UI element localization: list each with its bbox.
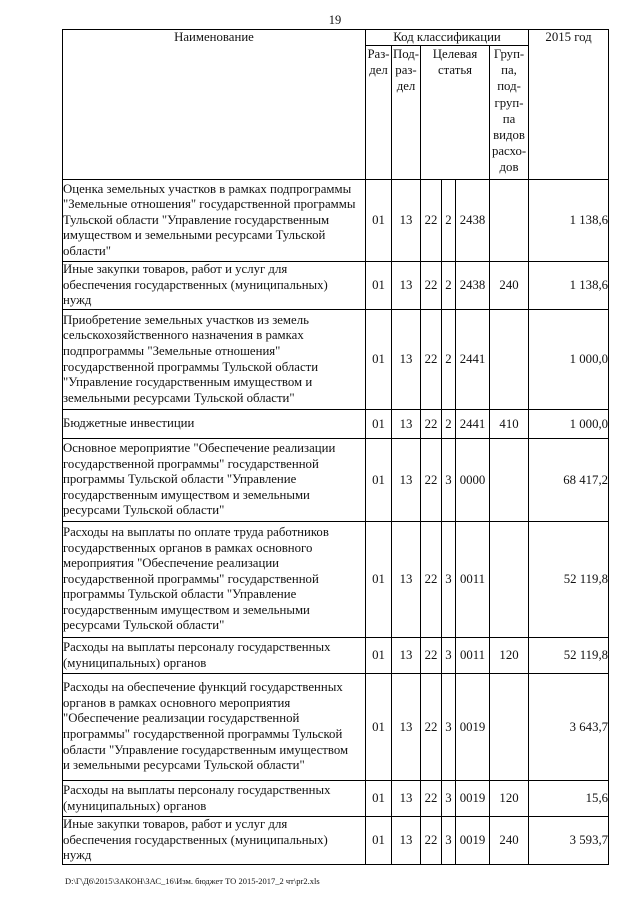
row-amount-2015: 1 138,6 <box>529 180 609 262</box>
row-subsection: 13 <box>392 522 421 638</box>
row-expense-type <box>490 310 529 410</box>
header-expense-group: Груп- па, под- груп- па видов расхо- дов <box>490 46 529 180</box>
row-target-subprogram: 2 <box>442 262 456 310</box>
row-name: Оценка земельных участков в рамках подпрограммы "Земельные отношения" государственной программы Тульской области "Управление государственным имуществом и земельными ресурсами Тульской области" <box>63 180 366 262</box>
row-subsection: 13 <box>392 674 421 781</box>
row-section: 01 <box>366 522 392 638</box>
row-target-program: 22 <box>421 522 442 638</box>
row-section: 01 <box>366 410 392 439</box>
row-target-subprogram: 3 <box>442 781 456 817</box>
page-number: 19 <box>328 13 342 27</box>
row-target-direction: 0019 <box>456 781 490 817</box>
row-target-program: 22 <box>421 817 442 865</box>
row-target-program: 22 <box>421 674 442 781</box>
row-target-direction: 0019 <box>456 674 490 781</box>
row-expense-type: 410 <box>490 410 529 439</box>
header-name: Наименование <box>63 30 366 180</box>
row-amount-2015: 15,6 <box>529 781 609 817</box>
row-subsection: 13 <box>392 439 421 522</box>
table-row <box>63 674 609 781</box>
row-expense-type: 240 <box>490 817 529 865</box>
row-name: Основное мероприятие "Обеспечение реализации государственной программы" государственной программы Тульской области "Управление государственным имуществом и земельными ресурсами Тульской области" <box>63 439 366 522</box>
row-target-subprogram: 3 <box>442 674 456 781</box>
row-subsection: 13 <box>392 310 421 410</box>
row-name: Иные закупки товаров, работ и услуг для обеспечения государственных (муниципальных) нужд <box>63 817 366 865</box>
row-name: Расходы на выплаты персоналу государственных (муниципальных) органов <box>63 781 366 817</box>
row-subsection: 13 <box>392 817 421 865</box>
table-row <box>63 817 609 865</box>
header-year: 2015 год <box>529 30 609 180</box>
row-target-direction: 2441 <box>456 310 490 410</box>
row-subsection: 13 <box>392 781 421 817</box>
row-target-subprogram: 2 <box>442 180 456 262</box>
budget-table <box>62 29 609 865</box>
footer-file-path: D:\Г\Д6\2015\ЗАКОН\ЗАС_16\Изм. бюджет ТО 2015-2017_2 чт\pr2.xls <box>65 876 320 886</box>
row-target-subprogram: 3 <box>442 522 456 638</box>
row-target-subprogram: 3 <box>442 439 456 522</box>
table-row <box>63 638 609 674</box>
row-expense-type <box>490 674 529 781</box>
row-amount-2015: 1 000,0 <box>529 310 609 410</box>
row-subsection: 13 <box>392 180 421 262</box>
row-target-program: 22 <box>421 781 442 817</box>
row-target-program: 22 <box>421 262 442 310</box>
row-target-program: 22 <box>421 410 442 439</box>
row-section: 01 <box>366 439 392 522</box>
table-row <box>63 522 609 638</box>
row-target-program: 22 <box>421 310 442 410</box>
table-header <box>63 30 609 180</box>
header-target-article: Целевая статья <box>421 46 490 180</box>
row-target-direction: 2438 <box>456 180 490 262</box>
table-row <box>63 439 609 522</box>
row-target-subprogram: 2 <box>442 410 456 439</box>
table-row <box>63 781 609 817</box>
row-subsection: 13 <box>392 638 421 674</box>
row-expense-type: 120 <box>490 638 529 674</box>
row-amount-2015: 3 643,7 <box>529 674 609 781</box>
row-name: Приобретение земельных участков из земель сельскохозяйственного назначения в рамках подпрограммы "Земельные отношения" государственной программы Тульской области "Управление государственным имуществом и земельными ресурсами Тульской области" <box>63 310 366 410</box>
row-section: 01 <box>366 638 392 674</box>
row-target-subprogram: 3 <box>442 638 456 674</box>
row-expense-type: 120 <box>490 781 529 817</box>
header-section: Раз- дел <box>366 46 392 180</box>
header-subsection: Под- раз- дел <box>392 46 421 180</box>
row-subsection: 13 <box>392 262 421 310</box>
table-row <box>63 180 609 262</box>
row-target-direction: 0011 <box>456 522 490 638</box>
row-section: 01 <box>366 262 392 310</box>
table-row <box>63 310 609 410</box>
table-body <box>63 180 609 865</box>
row-target-direction: 0000 <box>456 439 490 522</box>
row-name: Бюджетные инвестиции <box>63 410 366 439</box>
row-target-subprogram: 3 <box>442 817 456 865</box>
row-target-program: 22 <box>421 180 442 262</box>
row-target-subprogram: 2 <box>442 310 456 410</box>
row-name: Расходы на выплаты персоналу государственных (муниципальных) органов <box>63 638 366 674</box>
row-amount-2015: 1 000,0 <box>529 410 609 439</box>
row-target-direction: 2441 <box>456 410 490 439</box>
row-section: 01 <box>366 180 392 262</box>
row-target-direction: 2438 <box>456 262 490 310</box>
row-name: Иные закупки товаров, работ и услуг для обеспечения государственных (муниципальных) нужд <box>63 262 366 310</box>
row-target-program: 22 <box>421 638 442 674</box>
row-target-program: 22 <box>421 439 442 522</box>
row-amount-2015: 52 119,8 <box>529 638 609 674</box>
row-target-direction: 0019 <box>456 817 490 865</box>
row-amount-2015: 52 119,8 <box>529 522 609 638</box>
row-expense-type <box>490 180 529 262</box>
row-section: 01 <box>366 781 392 817</box>
row-section: 01 <box>366 674 392 781</box>
row-section: 01 <box>366 310 392 410</box>
table-row <box>63 262 609 310</box>
table-row <box>63 410 609 439</box>
row-name: Расходы на выплаты по оплате труда работников государственных органов в рамках основного мероприятия "Обеспечение реализации государственной программы" государственной программы Тульской области "Управление государственным имуществом и земельными ресурсами Тульской области" <box>63 522 366 638</box>
row-amount-2015: 1 138,6 <box>529 262 609 310</box>
row-section: 01 <box>366 817 392 865</box>
row-expense-type: 240 <box>490 262 529 310</box>
row-amount-2015: 3 593,7 <box>529 817 609 865</box>
header-classification-code: Код классификации <box>366 30 529 46</box>
row-amount-2015: 68 417,2 <box>529 439 609 522</box>
row-subsection: 13 <box>392 410 421 439</box>
row-name: Расходы на обеспечение функций государственных органов в рамках основного мероприятия "Обеспечение реализации государственной программы" государственной программы Тульской области "Управление государственным имуществом и земельными ресурсами Тульской области" <box>63 674 366 781</box>
row-target-direction: 0011 <box>456 638 490 674</box>
row-expense-type <box>490 439 529 522</box>
row-expense-type <box>490 522 529 638</box>
